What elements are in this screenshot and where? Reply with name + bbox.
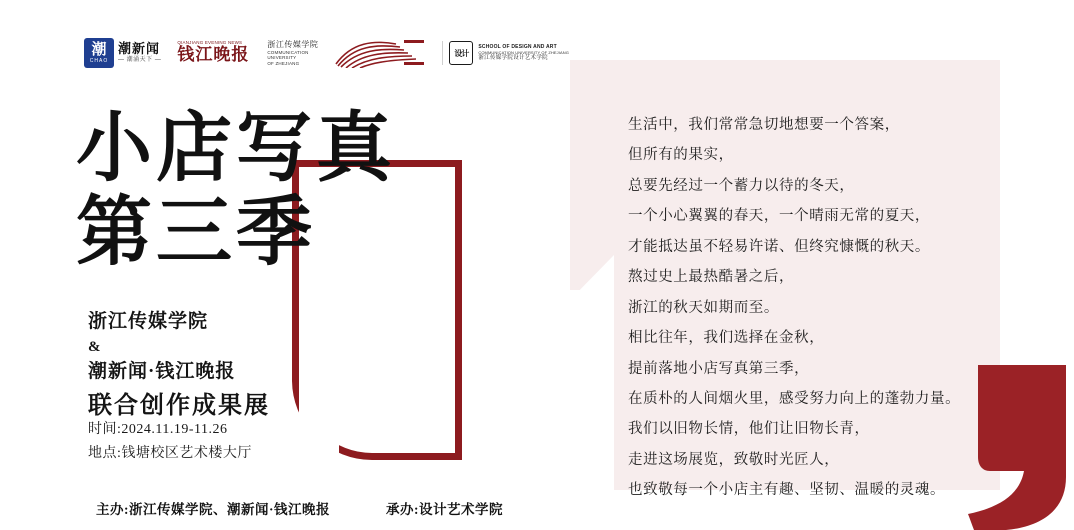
poster-subtitle [88, 308, 270, 424]
poem-panel-notch [570, 290, 614, 490]
poem-line: 我们以旧物长情，他们让旧物长青， [628, 421, 870, 438]
poem-line: 熬过史上最热酷暑之后， [628, 269, 795, 286]
cuz-en-2: UNIVERSITY [267, 55, 297, 61]
event-meta [88, 418, 252, 466]
footer-credits [96, 498, 503, 518]
poem-line: 但所有的果实， [628, 147, 734, 164]
qjwb-cn: 钱江晚报 [177, 45, 250, 65]
subtitle-org-2: 潮新闻·钱江晚报 [88, 360, 236, 382]
poster-title [76, 107, 396, 276]
chao-xin-wen-title: 潮新闻 [118, 41, 161, 57]
poem-line: 提前落地小店写真第三季， [628, 360, 810, 377]
poem-line: 总要先经过一个蓄力以待的冬天， [628, 177, 855, 194]
title-line-1: 小店写真 [76, 107, 396, 191]
organizer-credit: 主办:浙江传媒学院、潮新闻·钱江晚报 [96, 502, 330, 517]
poem-line: 一个小心翼翼的春天，一个晴雨无常的夏天， [628, 208, 930, 225]
chao-xin-wen-subtitle: — 潮涌天下 — [118, 57, 162, 64]
wave-graphic-icon [334, 38, 426, 68]
communication-university-of-zhejiang-logo [265, 40, 318, 67]
cuz-en-3: OF ZHEJIANG [267, 60, 300, 66]
school-en-1: SCHOOL OF DESIGN AND ART [478, 43, 557, 50]
poem-line: 才能抵达虽不轻易许诺、但终究慷慨的秋天。 [628, 238, 930, 255]
cuz-en-1: COMMUNICATION [267, 49, 309, 55]
chao-xin-wen-logo [84, 38, 161, 68]
school-mark-icon: 设计 [449, 41, 473, 65]
poem-line: 生活中，我们常常急切地想要一个答案， [628, 117, 900, 133]
event-time: 时间:2024.11.19-11.26 [88, 422, 228, 437]
poem-text [628, 110, 988, 506]
chao-xin-wen-mark-icon [84, 38, 114, 68]
poem-line: 相比往年，我们选择在金秋， [628, 330, 825, 347]
comma-notch-mask-lower [299, 300, 339, 460]
poem-line: 在质朴的人间烟火里，感受努力向上的蓬勃力量。 [628, 390, 961, 407]
title-line-2: 第三季 [76, 191, 316, 276]
cuz-cn: 浙江传媒学院 [267, 39, 319, 49]
subtitle-ampersand: & [88, 338, 102, 355]
school-of-design-and-art-logo [442, 41, 569, 65]
poem-line: 浙江的秋天如期而至。 [628, 299, 779, 316]
logo-mark-char: 潮 [91, 41, 107, 58]
logo-mark-sub: CHAO [89, 58, 109, 64]
poem-line: 也致敬每一个小店主有趣、坚韧、温暖的灵魂。 [628, 482, 946, 499]
school-en-2: COMMUNICATION UNIVERSITY OF ZHEJIANG [478, 50, 569, 56]
qjwb-en: QIANJIANG EVENING NEWS [177, 40, 243, 46]
undertaker-credit: 承办:设计艺术学院 [386, 502, 503, 517]
school-cn: 浙江传媒学院设计艺术学院 [478, 55, 548, 62]
qianjiang-evening-news-logo [177, 41, 249, 65]
logo-row [84, 36, 569, 70]
subtitle-event: 联合创作成果展 [88, 393, 270, 419]
poem-line: 走进这场展览，致敬时光匠人， [628, 451, 840, 468]
subtitle-org-1: 浙江传媒学院 [88, 311, 209, 332]
event-place: 地点:钱塘校区艺术楼大厅 [88, 445, 252, 461]
